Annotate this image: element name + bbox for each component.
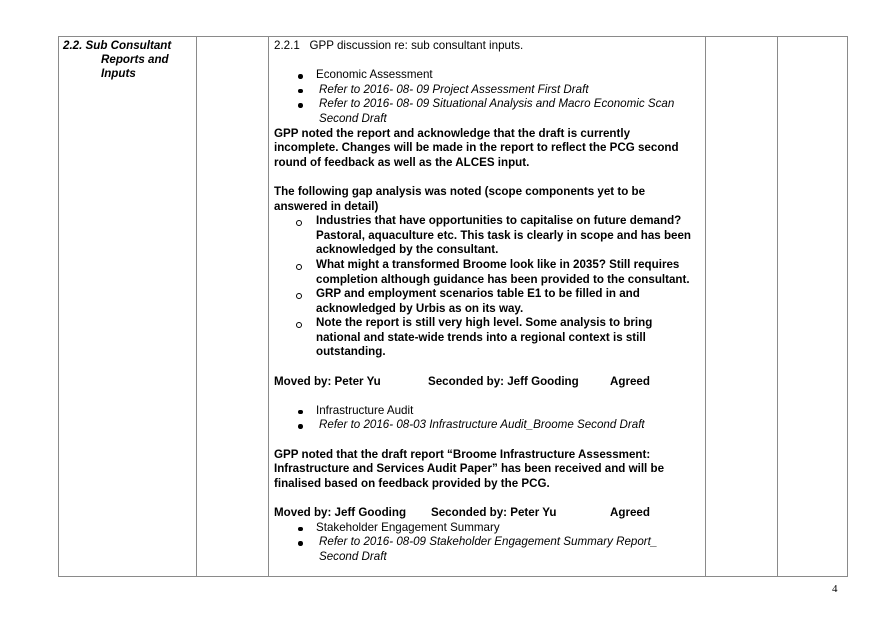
- item-title-line: Inputs: [101, 67, 136, 80]
- motion-line: [274, 506, 694, 521]
- gap-line: Pastoral, aquaculture etc. This task is clearly in scope and has been: [316, 228, 692, 242]
- list-item: Stakeholder Engagement Summary: [274, 521, 694, 536]
- section-heading-text: GPP discussion re: sub consultant inputs.: [309, 39, 524, 52]
- reference-item: Refer to 2016- 08- 09 Project Assessment First Draft: [274, 83, 694, 98]
- moved-by: Moved by: Jeff Gooding: [274, 506, 407, 519]
- reference-item: Refer to 2016- 08-03 Infrastructure Audit_Broome Second Draft: [274, 418, 694, 433]
- seconded-by: Seconded by: Jeff Gooding: [428, 374, 579, 388]
- reference-line: Second Draft: [319, 549, 387, 563]
- column-divider: [268, 37, 269, 576]
- item-title-line: Reports and: [101, 53, 169, 66]
- gap-item: [274, 316, 694, 360]
- gap-line: acknowledged by the consultant.: [316, 243, 499, 257]
- discussion-cell: [274, 39, 694, 564]
- note-line: Infrastructure and Services Audit Paper” has been received and will be: [274, 462, 665, 476]
- gap-line: What might a transformed Broome look like in 2035? Still requires: [316, 257, 680, 271]
- reference-line: Second Draft: [319, 111, 387, 125]
- reference-item: [274, 535, 694, 564]
- gap-line: GRP and employment scenarios table E1 to be filled in and: [316, 287, 640, 301]
- infrastructure-note: [274, 448, 694, 492]
- section-heading: [274, 39, 694, 54]
- gap-item: [274, 287, 694, 316]
- page-number: 4: [832, 583, 838, 595]
- item-title: [63, 39, 195, 81]
- list-item: Infrastructure Audit: [274, 404, 694, 419]
- gap-item: [274, 258, 694, 287]
- column-divider: [705, 37, 706, 576]
- list-item: Economic Assessment: [274, 68, 694, 83]
- note-line: GPP noted the report and acknowledge that the draft is currently: [274, 126, 631, 140]
- minutes-table: [58, 36, 848, 577]
- note-line: GPP noted that the draft report “Broome Infrastructure Assessment:: [274, 447, 651, 461]
- column-divider: [777, 37, 778, 576]
- gap-item: [274, 214, 694, 258]
- motion-result: Agreed: [610, 374, 650, 388]
- gap-intro-line: The following gap analysis was noted (scope components yet to be: [274, 184, 646, 198]
- moved-by: Moved by: Peter Yu: [274, 374, 381, 388]
- motion-line: [274, 375, 694, 390]
- reference-line: Refer to 2016- 08- 09 Situational Analysis and Macro Economic Scan: [319, 97, 675, 111]
- note-line: round of feedback as well as the ALCES input.: [274, 155, 530, 169]
- gap-line: outstanding.: [316, 345, 386, 359]
- item-title-line: 2.2. Sub Consultant: [63, 39, 172, 52]
- reference-line: Refer to 2016- 08-09 Stakeholder Engagement Summary Report_: [319, 535, 658, 549]
- section-number: 2.2.1: [274, 39, 300, 52]
- gap-line: national and state-wide trends into a regional context is still: [316, 330, 646, 344]
- economic-note: [274, 127, 694, 171]
- column-divider: [196, 37, 197, 576]
- gap-analysis-intro: [274, 185, 694, 214]
- gap-line: completion although guidance has been provided to the consultant.: [316, 272, 690, 286]
- motion-result: Agreed: [610, 506, 650, 519]
- seconded-by: Seconded by: Peter Yu: [431, 506, 557, 519]
- note-line: finalised based on feedback provided by the PCG.: [274, 476, 550, 490]
- gap-intro-line: answered in detail): [274, 199, 379, 213]
- reference-item: [274, 97, 694, 126]
- note-line: incomplete. Changes will be made in the report to reflect the PCG second: [274, 141, 679, 155]
- gap-line: acknowledged by Urbis as on its way.: [316, 301, 524, 315]
- gap-line: Industries that have opportunities to capitalise on future demand?: [316, 214, 682, 228]
- gap-line: Note the report is still very high level. Some analysis to bring: [316, 316, 653, 330]
